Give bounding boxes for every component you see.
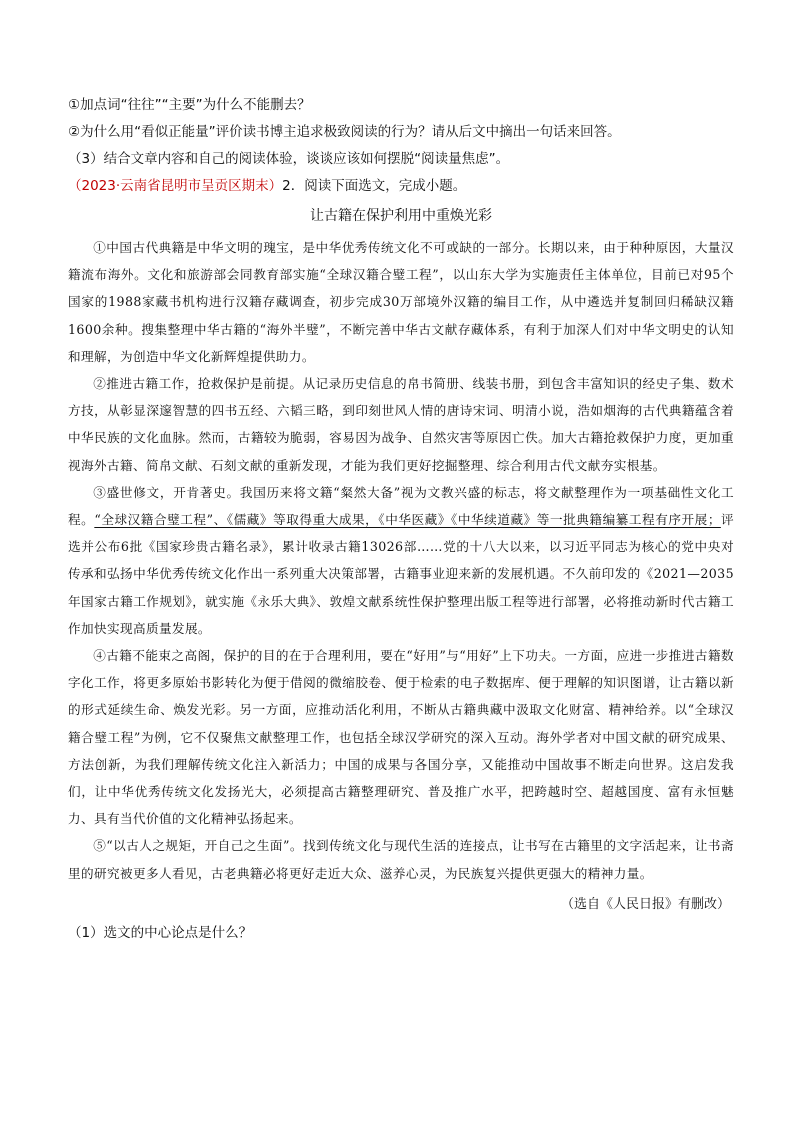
question-1-sub-2: ②为什么用“看似正能量”评价读书博主追求极致阅读的行为？请从后文中摘出一句话来回答。: [68, 124, 621, 140]
article-paragraph-4: ④古籍不能束之高阁，保护的目的在于合理利用，要在“好用”与“用好”上下功夫。一方面，应进一步推进古籍数字化工作，将更多原始书影转化为便于借阅的微缩胶卷、便于检索的电子数据库、便于理解的知识图谱，让古籍以新的形式延续生命、焕发光彩。另一方面，应推动活化利用，不断从古籍典藏中汲取文化财富、精神给养。以“全球汉籍合璧工程”为例，它不仅聚焦文献整理工作，也包括全球汉学研究的深入互动。海外学者对中国文献的研究成果、方法创新，为我们理解传统文化注入新活力；中国的成果与各国分享，又能推动中国故事不断走向世界。这启发我们，让中华优秀传统文化发扬光大，必须提高古籍整理研究、普及推广水平，把跨越时空、超越国度、富有永恒魅力、具有当代价值的文化精神弘扬起来。: [68, 648, 734, 827]
underlined-sentence: “全球汉籍合璧工程”、《儒藏》等取得重大成果，《中华医藏》《中华续道藏》等一批典籍编纂工程有序开展；: [94, 512, 721, 528]
article-paragraph-3: [68, 479, 734, 642]
sub-question-1: （1）选文的中心论点是什么？: [68, 924, 253, 941]
problem-intro: 2．阅读下面选文，完成小题。: [282, 178, 467, 194]
article-paragraph-1: ①中国古代典籍是中华文明的瑰宝，是中华优秀传统文化不可或缺的一部分。长期以来，由于种种原因，大量汉籍流布海外。文化和旅游部会同教育部实施“全球汉籍合璧工程”，以山东大学为实施责任主体单位，目前已对95个国家的1988家藏书机构进行汉籍存藏调查，初步完成30万部境外汉籍的编目工作，从中遴选并复制回归稀缺汉籍1600余种。搜集整理中华古籍的“海外半璧”，不断完善中华古文献存藏体系，有利于加深人们对中华文明史的认知和理解，为创造中华文化新辉煌提供助力。: [68, 240, 734, 364]
paragraph-3-rest: 评选并公布6批《国家珍贵古籍名录》，累计收录古籍13026部……党的十八大以来，以习近平同志为核心的党中央对传承和弘扬中华优秀传统文化作出一系列重大决策部署，古籍事业迎来新的发展机遇。不久前印发的《2021—2035年国家古籍工作规划》，就实施《永乐大典》、敦煌文献系统性保护整理出版工程等进行部署，必将推动新时代古籍工作加快实现高质量发展。: [68, 512, 735, 636]
article-source-note: （选自《人民日报》有删改）: [560, 896, 730, 912]
question-1-sub-1: ①加点词“往往”“主要”为什么不能删去？: [68, 97, 311, 113]
problem-source: （2023·云南省昆明市呈贡区期末）: [68, 178, 283, 194]
question-1-part-3: （3）结合文章内容和自己的阅读体验，谈谈应该如何摆脱“阅读量焦虑”。: [68, 151, 510, 167]
paragraph-3-lead: ③盛世修文，开肯著史。我国历来将文籍“粲然大备”视为文教兴盛的标志，将文献整理作为一项基础性文化工程。: [68, 484, 734, 528]
problem-2-header: [68, 173, 734, 200]
article-paragraph-2: ②推进古籍工作，抢救保护是前提。从记录历史信息的帛书简册、线装书册，到包含丰富知识的经史子集、数术方技，从彰显深邃智慧的四书五经、六韬三略，到印刻世风人情的唐诗宋词、明清小说，浩如烟海的古代典籍蕴含着中华民族的文化血脉。然而，古籍较为脆弱，容易因为战争、自然灾害等原因亡佚。加大古籍抢救保护力度，更加重视海外古籍、简帛文献、石刻文献的重新发现，才能为我们更好挖掘整理、综合利用古代文献夯实根基。: [68, 376, 734, 473]
article-title: 让古籍在保护利用中重焕光彩: [310, 208, 492, 224]
article-paragraph-5: ⑤“以古人之规矩，开自己之生面”。找到传统文化与现代生活的连接点，让书写在古籍里的文字活起来，让书斋里的研究被更多人看见，古老典籍必将更好走近大众、滋养心灵，为民族复兴提供更强大的精神力量。: [68, 838, 734, 881]
